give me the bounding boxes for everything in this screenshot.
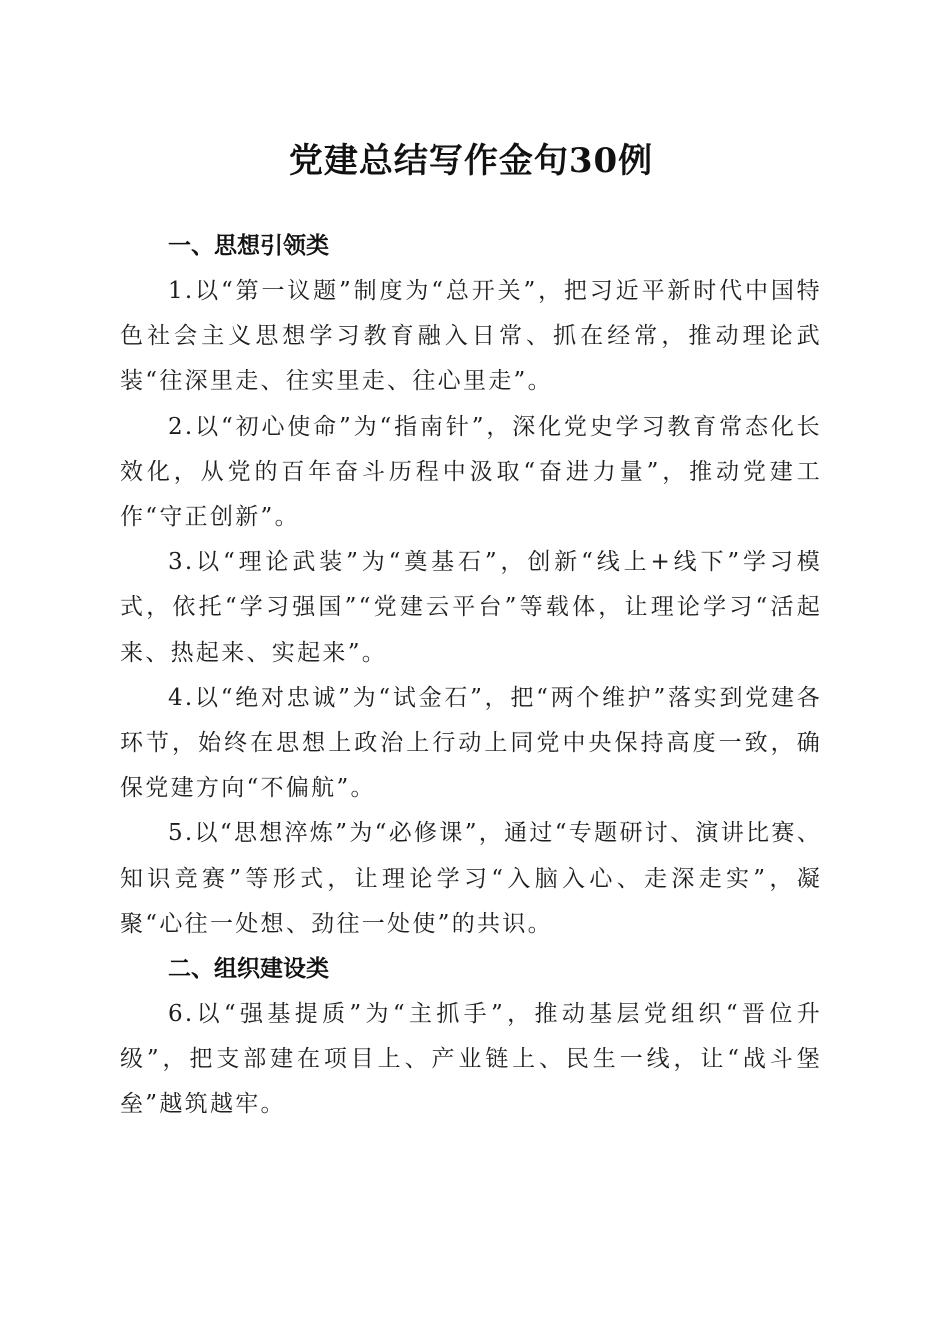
item-paragraph-4: 4.以“绝对忠诚”为“试金石”，把“两个维护”落实到党建各环节，始终在思想上政治上行动上同党中央保持高度一致，确保党建方向“不偏航”。	[120, 684, 822, 802]
item-paragraph-5: 5.以“思想淬炼”为“必修课”，通过“专题研讨、演讲比赛、知识竞赛”等形式，让理论学习“入脑入心、走深走实”，凝聚“心往一处想、劲往一处使”的共识。	[120, 820, 822, 937]
document-title: 党建总结写作金句30例	[288, 141, 654, 181]
item-paragraph-1: 1.以“第一议题”制度为“总开关”，把习近平新时代中国特色社会主义思想学习教育融入日常、抓在经常，推动理论武装“往深里走、往实里走、往心里走”。	[120, 278, 822, 395]
item-paragraph-3: 3.以“理论武装”为“奠基石”，创新“线上+线下”学习模式，依托“学习强国”“党建云平台”等载体，让理论学习“活起来、热起来、实起来”。	[120, 549, 822, 666]
section-heading-organization-building: 二、组织建设类	[168, 956, 329, 983]
item-paragraph-6: 6.以“强基提质”为“主抓手”，推动基层党组织“晋位升级”，把支部建在项目上、产业链上、民生一线，让“战斗堡垒”越筑越牢。	[120, 1001, 822, 1118]
item-paragraph-2: 2.以“初心使命”为“指南针”，深化党史学习教育常态化长效化，从党的百年奋斗历程中汲取“奋进力量”，推动党建工作“守正创新”。	[120, 413, 822, 531]
section-heading-thought-guidance: 一、思想引领类	[168, 233, 329, 259]
